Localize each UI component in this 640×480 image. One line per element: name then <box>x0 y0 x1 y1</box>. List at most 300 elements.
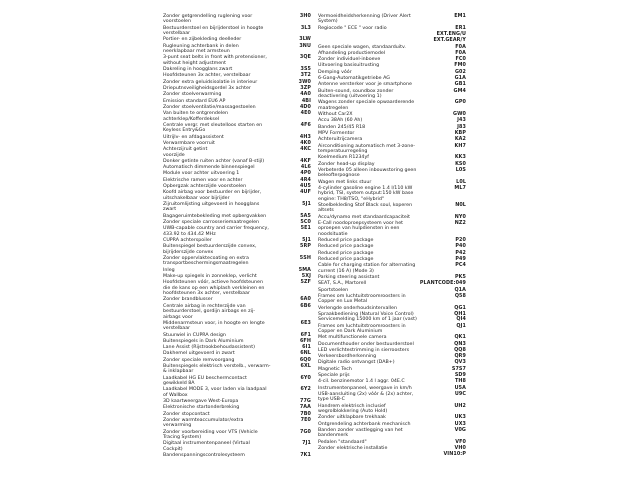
option-code: 6E3 <box>300 319 311 326</box>
option-code: UH2 <box>454 402 466 409</box>
option-code: 6Q0 <box>299 356 311 363</box>
option-code: GP0 <box>454 99 466 106</box>
option-code: FM0 <box>454 62 466 69</box>
option-code: F0A <box>455 43 466 50</box>
option-description: Zonder brandblusser <box>163 297 213 303</box>
option-row <box>318 45 466 50</box>
option-row <box>163 44 311 55</box>
option-description: Zonder uitklapbare trekhaak <box>318 415 386 421</box>
option-row <box>318 367 466 372</box>
option-description: Achterzijruit getint voorzijde <box>163 147 208 158</box>
option-row <box>318 180 466 185</box>
option-description: Zonder stopcontact <box>163 411 210 417</box>
option-description: 4-cylinder gasoline engine 1.4 l/110 kW hybrid, TSI, system output:150 kW base engine: TH8/TSO, "eHybrid" <box>318 185 414 202</box>
option-code: QQ8 <box>454 346 466 353</box>
option-code: 4F6 <box>300 121 311 128</box>
option-description: Portier- en zijbekleding deelleder <box>163 37 242 43</box>
option-row <box>163 339 311 344</box>
option-row <box>163 14 311 25</box>
option-code: VIN10:P <box>443 451 466 458</box>
option-row <box>163 376 311 387</box>
option-row <box>318 186 466 202</box>
option-description: Instrumentenpaneel, weergave in km/h <box>318 385 412 391</box>
option-description: Lane Assist (Rijstrookbehoudassistent) <box>163 345 255 351</box>
option-code: ER1 <box>455 24 466 31</box>
option-code: EM1 <box>454 13 466 19</box>
option-description: Laadkabel HG EU beschermcontact gewikkeld 8A <box>163 375 247 387</box>
option-row <box>163 214 311 219</box>
option-row <box>318 324 466 335</box>
option-description: Documenthouder onder bestuurderstoel <box>318 341 414 347</box>
option-code: QN3 <box>454 340 466 347</box>
option-row <box>163 159 311 164</box>
option-description: Zonder head-up display <box>318 161 375 167</box>
option-code: 6XL <box>300 363 311 370</box>
option-description: Hoofdsteunen vóór, actieve hoofdsteunen die de kans op een whiplash verkleinen en hoofdsteunen 3x achter, verstelbaar <box>163 280 265 297</box>
option-code: J83 <box>457 123 466 130</box>
option-description: Buitenspiegel bestuurderszijde convex, bijrijderszijde convex <box>163 244 257 255</box>
option-code: 5ZF <box>300 279 311 286</box>
option-description: Accu 38Ah (60 Ah) <box>318 118 363 124</box>
option-description: Reduced price package <box>318 256 374 262</box>
option-code: KBP <box>454 129 466 136</box>
option-row <box>318 379 466 384</box>
option-row <box>318 404 466 415</box>
option-description: Donker getinte ruiten achter (vanaf B-stijl) <box>163 158 265 164</box>
option-code: U9C <box>454 390 466 397</box>
option-code: 5A5 <box>300 212 311 219</box>
option-row <box>163 351 311 356</box>
option-row <box>163 358 311 363</box>
option-description: Centrale airbag in rechterzijde van bestuurderstoel, gordijn airbags en zij- airbags voor <box>163 303 255 320</box>
option-code: P49 <box>455 255 466 262</box>
right-option-column <box>318 14 466 459</box>
option-description: Zonder warmteaccumulator/extra verwarming <box>163 418 244 429</box>
option-code: GW0 <box>453 111 466 118</box>
option-row <box>163 202 311 213</box>
option-code: L0S <box>455 166 466 173</box>
option-code: 7B0 <box>300 410 311 417</box>
option-code: 5J1 <box>302 237 311 244</box>
option-description: Reduced price package <box>318 250 374 256</box>
option-description: Pedalen "standaard" <box>318 439 367 445</box>
option-row <box>163 123 311 134</box>
option-code: 6F1 <box>300 331 311 338</box>
option-description: Banden 245/45 R18 <box>318 124 366 130</box>
option-code: P40 <box>455 243 466 250</box>
option-description: Van buiten te ontgrendelen achterklep/Kofferdeksel <box>163 111 229 122</box>
option-code: 5C0 <box>300 219 311 226</box>
option-row <box>163 73 311 78</box>
option-row <box>318 452 466 457</box>
option-description: Demping vóór <box>318 69 352 75</box>
option-code: UX3 <box>454 420 466 427</box>
option-description: 6-Gang-Automatikgetriebe AG <box>318 76 390 82</box>
option-description: Spraakbediening (Natural Voice Control) Servicemelding 15000 km of 1 jaar (vast) <box>318 311 417 323</box>
option-row <box>318 144 466 155</box>
option-description: Digitale radio ontvangst (DAB+) <box>318 360 395 366</box>
option-description: CUPRA achterspoiler <box>163 238 212 244</box>
option-code: 6B6 <box>300 302 311 309</box>
option-code: GB1 <box>454 81 466 88</box>
option-description: Zonder individuel-inboeve <box>318 57 381 63</box>
option-code: 3ZP <box>300 85 311 91</box>
option-description: Laadkabel MODE 3, voor laden via laadpaal of Wallbox <box>163 387 267 398</box>
option-code: QH1 QI4 <box>454 310 466 323</box>
option-row <box>163 190 311 201</box>
option-description: Frames om luchtuitstroomroosters in Copper en Dark Aluminium <box>318 323 406 334</box>
option-row <box>163 147 311 158</box>
option-code: QG1 <box>454 304 466 311</box>
option-row <box>318 294 466 305</box>
option-description: Stuurwiel in CUPRA design <box>163 332 226 338</box>
option-row <box>163 165 311 170</box>
option-row <box>163 37 311 42</box>
option-description: MPV Formentor <box>318 130 355 136</box>
option-description: Wagen met links stuur <box>318 179 372 185</box>
option-code: KK3 <box>454 154 466 161</box>
option-code: 6NL <box>300 350 311 357</box>
option-row <box>163 345 311 350</box>
option-code: 3S5 <box>300 66 311 73</box>
option-row <box>318 335 466 340</box>
option-row <box>318 162 466 167</box>
option-description: Zonder stoelverwarming <box>163 92 222 98</box>
option-description: Magnetic Tech <box>318 366 352 372</box>
option-code: 7G0 <box>299 428 311 435</box>
option-description: Uitrijlv- en afdagassistent <box>163 134 224 140</box>
option-description: 3D kaartweergave West-Europa <box>163 399 239 405</box>
option-code: 4K0 <box>300 139 311 146</box>
option-description: Emission standard EU6 AP <box>163 98 226 104</box>
option-code: 3W0 <box>298 78 311 85</box>
option-row <box>318 14 466 25</box>
option-row <box>318 203 466 214</box>
option-row <box>318 251 466 256</box>
option-row <box>163 99 311 104</box>
option-row <box>318 360 466 365</box>
option-description: E-Call noodoproepsysteem voor het oproepen van hulpdiensten in een noodsituatie <box>318 220 404 237</box>
option-description: LED verlichtestrimming in sierroosters <box>318 347 410 353</box>
option-description: Automatisch dimmende binnenspiegel <box>163 165 255 171</box>
option-row <box>318 422 466 427</box>
option-row <box>318 306 466 311</box>
option-code: QK1 <box>454 334 466 341</box>
option-code: 7E0 <box>300 417 311 424</box>
option-row <box>163 178 311 183</box>
option-row <box>163 171 311 176</box>
option-description: Koofd airbag voor bestuurder en bijrijder, uitschakelbaar voor bijrijder <box>163 190 262 201</box>
option-row <box>318 82 466 87</box>
option-code: 6I1 <box>302 344 311 351</box>
option-code: 4A0 <box>300 91 311 98</box>
option-description: USB-aansluiting (2x) vóór & (2x) achter, type USB-C <box>318 391 414 403</box>
option-row <box>163 55 311 66</box>
option-row <box>163 238 311 243</box>
option-code: 3L3 <box>300 24 311 31</box>
option-row <box>163 135 311 140</box>
option-description: Wagens zonder speciale opwaarderende maatregelen <box>318 100 415 111</box>
option-code: TH8 <box>454 378 466 385</box>
option-code: GM4 <box>453 87 466 94</box>
option-description: Reduced price package <box>318 244 374 250</box>
option-code: 6FH <box>299 337 311 344</box>
option-code: KA2 <box>454 136 466 143</box>
option-code: 4H3 <box>299 133 311 140</box>
option-code: Q58 <box>454 292 466 299</box>
option-row <box>318 312 466 323</box>
option-description: Verwarmbare voorruit <box>163 140 215 146</box>
option-description: Buitenspiegels elektrisch verstelb., verwarm- & inklapbaar <box>163 364 271 375</box>
option-code: PC4 <box>455 262 466 269</box>
option-row <box>318 392 466 403</box>
option-description: 3-punt seat belts in front with pretensioner, without height adjustment <box>163 55 267 66</box>
option-description: Dakhemel uitgevoerd in zwart <box>163 351 235 357</box>
option-description: Zonder voorbereiding voor VTS (Vehicle Tracing System) <box>163 429 258 441</box>
option-code: EXT.GEAR/Y <box>433 37 466 44</box>
option-row <box>318 428 466 439</box>
option-description: Regiocode " ECE " voor radio <box>318 25 387 31</box>
option-description: Zonder oppervlaktecoating en extra transportbeschermingsmaatregelen <box>163 256 249 267</box>
option-description: Achteruitrijcamera <box>318 137 363 143</box>
option-code: ML7 <box>454 184 466 191</box>
option-row <box>163 297 311 302</box>
option-description: Verbeterde 05 alleen inbouwstoring geen beleofterpognose <box>318 167 417 179</box>
option-row <box>318 221 466 237</box>
option-row <box>318 57 466 62</box>
option-code: PK5 <box>455 273 466 280</box>
option-description: Inleg <box>163 267 175 273</box>
option-row <box>318 348 466 353</box>
option-description: Buiten-sound, soundbox zonder deactivering (uitvoering 1) <box>318 88 394 100</box>
option-description: Koelmedium R1234yf <box>318 155 369 161</box>
option-code: 3LW <box>299 36 311 43</box>
option-description: Bestuurderstoel en bijrijderstoel in hoogte verstelbaar <box>163 25 264 37</box>
option-description: Verkeersbordherkenning <box>318 354 377 360</box>
option-description: Module voor achter uitvoering 1 <box>163 171 240 177</box>
option-description: SEAT, S.A., Martorell <box>318 281 367 287</box>
option-description: Vermoeidheidsherkenning (Driver Alert System) <box>318 14 411 25</box>
option-row <box>163 321 311 332</box>
option-code: 4U5 <box>300 183 311 190</box>
option-description: Hoofdsteunen 3x achter, verstelbaar <box>163 73 251 79</box>
option-description: Geen speciale wagen, standaarduitv. <box>318 44 406 50</box>
option-row <box>163 304 311 320</box>
option-row <box>163 280 311 296</box>
option-description: Zonder speciale remvoorgang <box>163 357 235 363</box>
option-code: NZ2 <box>454 219 466 226</box>
option-description: Met multifunctionele camera <box>318 335 387 341</box>
option-code: L0L <box>456 178 466 185</box>
option-code: 5MA <box>298 266 311 273</box>
option-row <box>163 430 311 441</box>
option-code: QR9 <box>454 353 466 360</box>
option-code: KS0 <box>455 160 466 167</box>
option-row <box>318 415 466 420</box>
option-row <box>163 105 311 110</box>
option-row <box>318 168 466 179</box>
option-code: 4D0 <box>299 103 311 110</box>
option-description: Handrem elektrisch inclusief wegrolblokkering (Auto Hold) <box>318 403 388 415</box>
option-description: Rugleuning achterbank in delen neerklapbaar met armsteun <box>163 43 239 55</box>
option-description: Frames om luchtuitstroomroosters in Copper en Lux Metal <box>318 293 406 305</box>
option-code: QJ1 <box>456 322 466 329</box>
option-code: 5E1 <box>300 225 311 232</box>
left-option-column <box>163 14 311 459</box>
option-description: Opbergzak achterzijde voorstoelen <box>163 184 247 190</box>
option-code: S7S7 <box>451 365 466 372</box>
option-row <box>163 67 311 72</box>
option-row <box>163 220 311 225</box>
option-code: 3NU <box>299 42 311 49</box>
option-row <box>318 373 466 378</box>
option-code: 4E0 <box>300 110 311 117</box>
option-description: Accu/dynamo met standaardcapaciteit <box>318 214 411 220</box>
option-description: Banden zonder vastlegging van het bandenmerk <box>318 427 403 439</box>
option-row <box>163 405 311 410</box>
option-code: 3T2 <box>300 72 311 79</box>
option-row <box>318 354 466 359</box>
option-row <box>163 399 311 404</box>
option-code: P42 <box>455 249 466 256</box>
option-description: Antenne versterker voor je smartphone <box>318 82 412 88</box>
option-code: 4KC <box>300 146 311 153</box>
option-code: 5RP <box>300 243 311 250</box>
option-code: 77G <box>299 398 311 405</box>
option-description: Without Car2X <box>318 112 353 118</box>
option-row <box>163 364 311 375</box>
option-row <box>163 274 311 279</box>
option-row <box>163 387 311 398</box>
option-code: 6Y2 <box>300 386 311 393</box>
option-code: G1A <box>454 75 466 82</box>
option-description: Middenarmsteun voor, in hoogte en lengte verstelbaar <box>163 320 265 332</box>
option-description: Bagageruimtebekleding met opbergvakken <box>163 213 267 219</box>
option-code: 4KF <box>300 157 311 164</box>
option-description: Make-up spiegels in zonneklep, verlicht <box>163 274 257 280</box>
option-code: 6A0 <box>300 296 311 303</box>
option-code: 5SH <box>299 255 311 262</box>
option-code: SD9 <box>454 372 466 379</box>
option-row <box>163 92 311 97</box>
option-row <box>318 342 466 347</box>
option-code: 7AA <box>299 404 311 411</box>
option-description: Drieputnsveiligheidsgordel 3x achter <box>163 86 251 91</box>
option-row <box>318 238 466 243</box>
option-row <box>163 141 311 146</box>
option-code: F0A <box>455 49 466 56</box>
option-row <box>318 51 466 56</box>
option-row <box>163 26 311 37</box>
option-row <box>318 112 466 117</box>
option-code: G02 <box>454 68 466 75</box>
option-description: Reduced price package <box>318 238 374 244</box>
option-row <box>318 118 466 123</box>
option-code: UK3 <box>454 414 466 421</box>
option-row <box>318 63 466 68</box>
option-description: Verlengde onderhoudsintervallen <box>318 305 397 311</box>
option-row <box>163 333 311 338</box>
option-row <box>318 70 466 75</box>
option-row <box>318 281 466 286</box>
option-code: KH7 <box>454 142 466 149</box>
option-description: Afhandeling productiemodel <box>318 50 386 56</box>
option-row <box>163 412 311 417</box>
option-row <box>163 80 311 85</box>
option-description: Speciale prijs <box>318 373 350 379</box>
option-code: 4R4 <box>300 176 311 183</box>
option-row <box>318 100 466 111</box>
option-description: Buitenspiegels in Dark Aluminium <box>163 338 244 344</box>
option-description: Zonder getgrendelling ruglening voor voorstoelen <box>163 14 253 25</box>
option-code: 4P0 <box>300 170 311 177</box>
option-code: PLANTCODE:049 <box>419 280 466 287</box>
option-row <box>318 137 466 142</box>
option-row <box>163 256 311 267</box>
option-row <box>318 155 466 160</box>
option-code: J43 <box>457 117 466 124</box>
option-code: 3QE <box>299 54 311 61</box>
option-code: EXT.ENG/U <box>436 31 466 37</box>
option-code: 7K1 <box>300 452 311 459</box>
option-description: Elektrische ramen voor en achter <box>163 177 243 183</box>
option-code: Q1A <box>454 286 466 293</box>
option-code: 7J1 <box>302 440 311 447</box>
option-row <box>163 226 311 237</box>
option-description: Ontgrendeling achterbank mechanisch <box>318 421 411 427</box>
option-code: N0L <box>455 201 466 208</box>
option-code: 4BI <box>301 97 311 104</box>
option-code: FC0 <box>455 56 466 63</box>
option-row <box>318 288 466 293</box>
option-row <box>318 38 466 43</box>
option-row <box>163 111 311 122</box>
option-description: Centrale vergr. met sleutelloos starten en Keyless Entry&Go <box>163 122 263 134</box>
option-row <box>318 125 466 130</box>
option-code: V0G <box>454 426 466 433</box>
option-description: Sportstoelen <box>318 287 349 293</box>
option-description: Bandenspanningscontrolesysteem <box>163 453 245 459</box>
option-code: QV3 <box>454 359 466 366</box>
option-description: Airconditioning automatisch met 3-zone- temperatuurregeling <box>318 143 415 154</box>
option-code: U5A <box>454 384 466 391</box>
option-code: VF0 <box>455 438 466 445</box>
option-row <box>318 215 466 220</box>
option-description: Cable for charging station for alternating current (16 A) (Mode 3) <box>318 263 416 274</box>
option-row <box>163 441 311 452</box>
option-row <box>163 418 311 429</box>
option-description: UWB-capable country and carrier frequency, 433.92 to 434.42 MHz <box>163 226 269 237</box>
option-description: Zonder extra geluidsisolatie in interieur <box>163 79 258 85</box>
option-row <box>318 440 466 445</box>
option-row <box>318 76 466 81</box>
option-row <box>318 244 466 249</box>
option-row <box>163 268 311 273</box>
option-code: NY0 <box>454 213 466 220</box>
option-code: 5J1 <box>302 201 311 208</box>
option-row <box>318 89 466 100</box>
option-description: 4-cil. benzinemotor 1.4 l aggr. 04E.C <box>318 379 405 385</box>
option-description: Dakreling in hoogglans zwart <box>163 67 233 73</box>
option-row <box>318 257 466 262</box>
option-code: 4L6 <box>300 164 311 171</box>
option-row <box>318 386 466 391</box>
option-row <box>163 86 311 91</box>
option-code: 5XJ <box>301 273 311 280</box>
option-description: Elektronische startonderbreking <box>163 405 240 411</box>
option-row <box>318 263 466 274</box>
option-row <box>163 184 311 189</box>
